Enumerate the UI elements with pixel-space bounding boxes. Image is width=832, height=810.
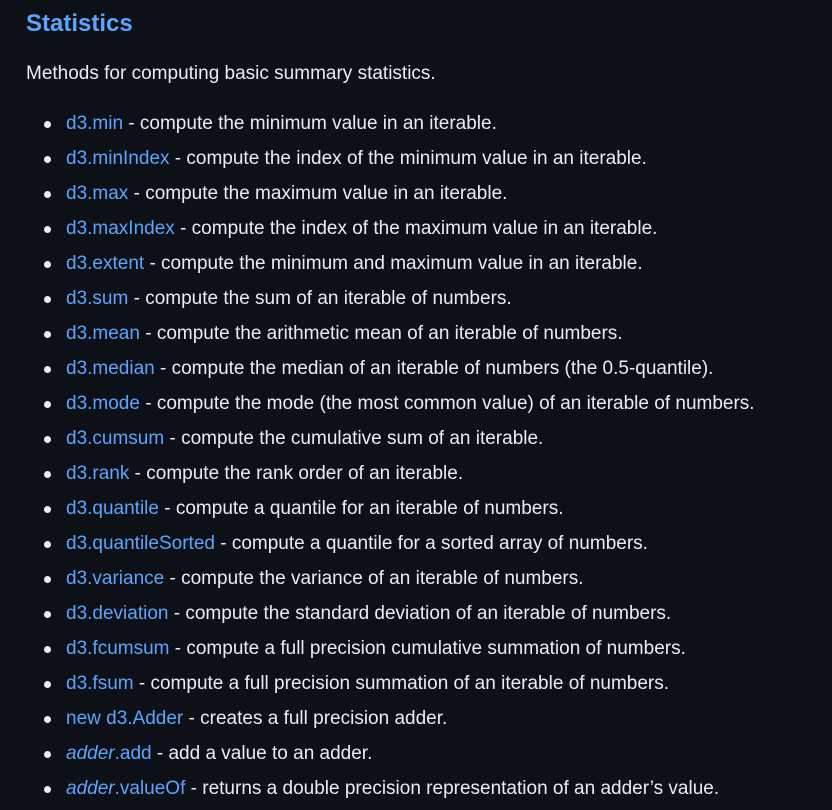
method-link[interactable] (66, 708, 183, 729)
method-link-name: d3.variance (66, 568, 165, 589)
method-link-name: d3.fsum (66, 673, 134, 694)
bullet-icon (44, 576, 51, 583)
bullet-icon (44, 506, 51, 513)
method-description: - returns a double precision representation of an adder’s value. (185, 778, 720, 799)
method-link[interactable] (66, 218, 175, 239)
method-description: - compute a quantile for a sorted array of numbers. (214, 533, 648, 554)
method-link[interactable] (66, 638, 169, 659)
method-list-item (26, 636, 826, 671)
method-link-name: d3.minIndex (66, 148, 170, 169)
method-list (26, 111, 826, 810)
method-link[interactable] (66, 183, 128, 204)
method-link[interactable] (66, 603, 168, 624)
method-list-item (26, 531, 826, 566)
method-link-name: d3.min (66, 113, 124, 134)
method-list-item (26, 216, 826, 251)
method-description: - compute the median of an iterable of numbers (the 0.5-quantile). (154, 358, 714, 379)
method-link-prefix: adder (66, 743, 115, 764)
method-list-item (26, 356, 826, 391)
method-description: - compute the minimum and maximum value in an iterable. (144, 253, 643, 274)
method-link-name: new d3.Adder (66, 708, 184, 729)
method-link-name: d3.extent (66, 253, 145, 274)
bullet-icon (44, 646, 51, 653)
method-list-item (26, 181, 826, 216)
method-link[interactable] (66, 743, 152, 764)
method-description: - compute the variance of an iterable of numbers. (164, 568, 584, 589)
method-description: - compute the arithmetic mean of an iterable of numbers. (139, 323, 623, 344)
method-link-name: d3.mean (66, 323, 140, 344)
method-description: - compute the minimum value in an iterable. (123, 113, 497, 134)
bullet-icon (44, 611, 51, 618)
method-link[interactable] (66, 498, 159, 519)
method-list-item (26, 111, 826, 146)
section-description: Methods for computing basic summary statistics. (26, 63, 436, 84)
method-list-item (26, 426, 826, 461)
method-link-name: d3.mode (66, 393, 140, 414)
bullet-icon (44, 541, 51, 548)
bullet-icon (44, 331, 51, 338)
bullet-icon (44, 296, 51, 303)
method-list-item (26, 601, 826, 636)
method-list-item (26, 286, 826, 321)
method-link-name: d3.cumsum (66, 428, 165, 449)
method-description: - compute the index of the minimum value in an iterable. (169, 148, 647, 169)
method-list-item (26, 391, 826, 426)
method-link[interactable] (66, 393, 140, 414)
bullet-icon (44, 156, 51, 163)
method-link-name: d3.median (66, 358, 155, 379)
method-link-name: d3.rank (66, 463, 130, 484)
method-list-item (26, 496, 826, 531)
bullet-icon (44, 226, 51, 233)
method-link-name: d3.deviation (66, 603, 169, 624)
method-link[interactable] (66, 288, 128, 309)
method-link-name: .valueOf (114, 778, 186, 799)
method-list-item (26, 741, 826, 776)
method-list-item (26, 706, 826, 741)
section-title: Statistics (26, 10, 133, 37)
method-link-prefix: adder (66, 778, 115, 799)
method-link[interactable] (66, 463, 129, 484)
method-description: - compute the sum of an iterable of numbers. (128, 288, 512, 309)
method-link[interactable] (66, 113, 123, 134)
method-description: - compute a full precision cumulative summation of numbers. (169, 638, 686, 659)
method-description: - compute a quantile for an iterable of numbers. (158, 498, 564, 519)
method-description: - compute the index of the maximum value in an iterable. (174, 218, 658, 239)
method-list-item (26, 461, 826, 496)
method-description: - compute the cumulative sum of an iterable. (164, 428, 544, 449)
method-link-name: d3.max (66, 183, 129, 204)
method-list-item (26, 566, 826, 601)
bullet-icon (44, 366, 51, 373)
method-list-item (26, 321, 826, 356)
method-link-name: d3.quantile (66, 498, 159, 519)
method-description: - creates a full precision adder. (183, 708, 448, 729)
method-link[interactable] (66, 148, 170, 169)
method-link-name: .add (114, 743, 152, 764)
method-list-item (26, 146, 826, 181)
bullet-icon (44, 436, 51, 443)
method-link[interactable] (66, 323, 140, 344)
bullet-icon (44, 191, 51, 198)
bullet-icon (44, 716, 51, 723)
method-description: - compute the maximum value in an iterable. (128, 183, 508, 204)
method-list-item (26, 251, 826, 286)
method-link[interactable] (66, 253, 144, 274)
method-link[interactable] (66, 533, 215, 554)
method-description: - compute the mode (the most common value) of an iterable of numbers. (139, 393, 755, 414)
method-link[interactable] (66, 568, 164, 589)
method-link-name: d3.quantileSorted (66, 533, 215, 554)
method-link-name: d3.maxIndex (66, 218, 175, 239)
method-description: - add a value to an adder. (151, 743, 373, 764)
method-link[interactable] (66, 778, 185, 799)
bullet-icon (44, 261, 51, 268)
method-list-item (26, 776, 826, 810)
method-link[interactable] (66, 358, 155, 379)
method-description: - compute the rank order of an iterable. (129, 463, 464, 484)
method-link-name: d3.fcumsum (66, 638, 170, 659)
bullet-icon (44, 121, 51, 128)
method-link[interactable] (66, 428, 164, 449)
method-link[interactable] (66, 673, 134, 694)
method-description: - compute a full precision summation of an iterable of numbers. (133, 673, 670, 694)
bullet-icon (44, 471, 51, 478)
bullet-icon (44, 786, 51, 793)
method-link-name: d3.sum (66, 288, 129, 309)
bullet-icon (44, 751, 51, 758)
bullet-icon (44, 401, 51, 408)
method-description: - compute the standard deviation of an iterable of numbers. (168, 603, 672, 624)
bullet-icon (44, 681, 51, 688)
method-list-item (26, 671, 826, 706)
